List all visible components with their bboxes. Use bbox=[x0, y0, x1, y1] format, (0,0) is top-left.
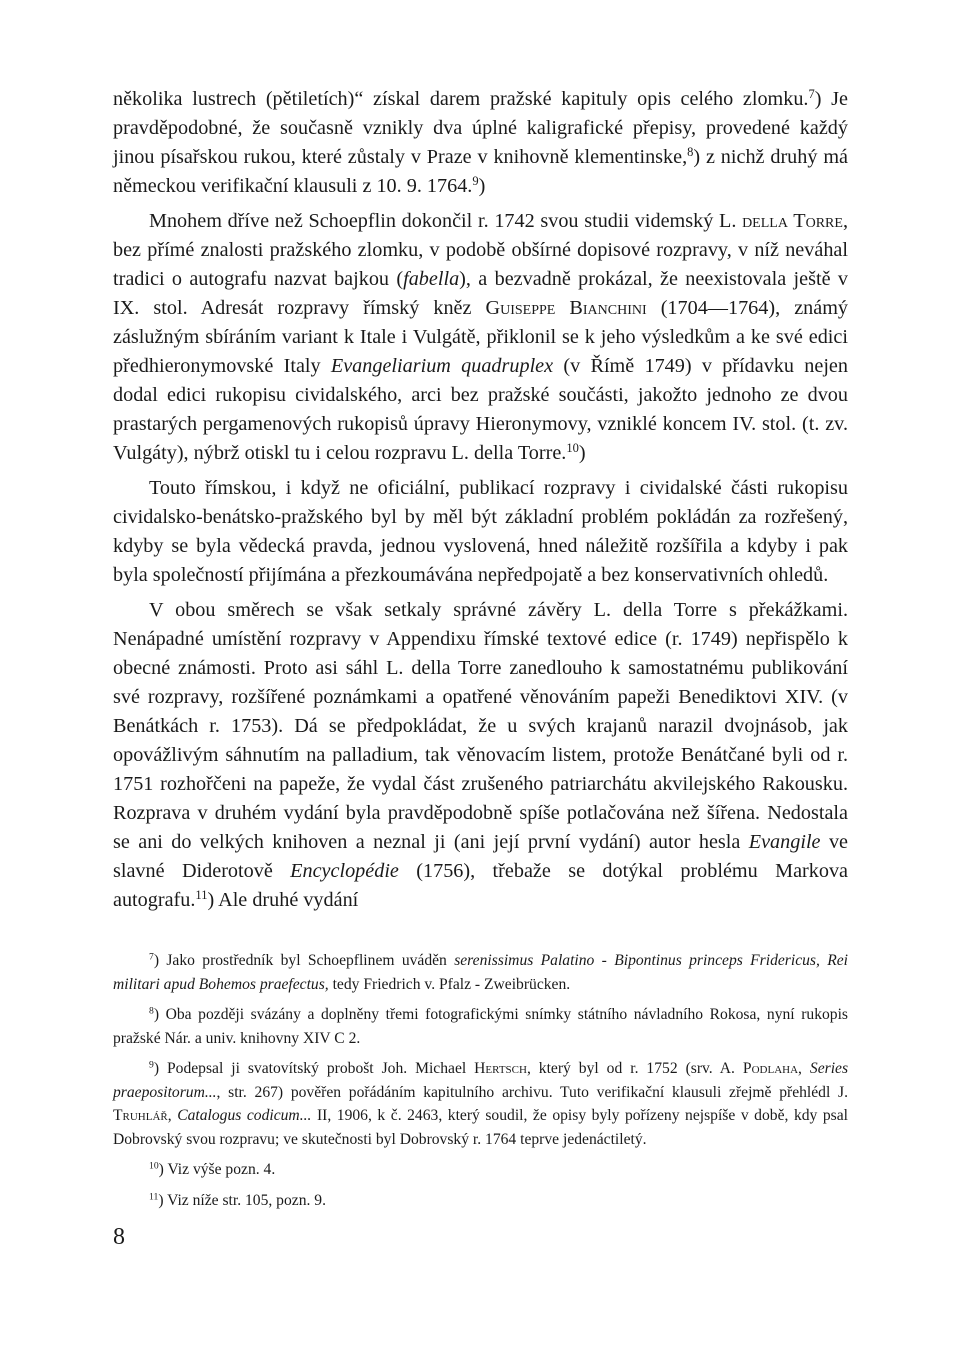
footnote bbox=[113, 1158, 848, 1182]
footnotes bbox=[113, 949, 848, 1212]
italic-text: Encyclopédie bbox=[290, 860, 399, 882]
text-run: ), a bezvadně prokázal, že neexistovala ještě v IX. stol. Adresát rozpravy římský kněz bbox=[113, 268, 848, 319]
paragraph bbox=[113, 207, 848, 468]
italic-text: Series praepositorum... bbox=[113, 1060, 849, 1101]
footnote-marker: 7 bbox=[808, 87, 815, 102]
text-run: ) Jako prostředník byl Schoepflinem uváděn bbox=[153, 952, 455, 969]
footnote-marker: 9 bbox=[472, 174, 479, 189]
footnote-marker: 11 bbox=[149, 1191, 159, 1203]
small-caps-name: Podlaha bbox=[742, 1060, 799, 1077]
text-run: II, 1906, k č. 2463, který soudil, že opisy byly pořízeny nejspíše v době, kdy psal Dobrovský svou rozpravu; ve skutečnosti byl Dobrovský r. 1764 teprve jedenáctiletý. bbox=[113, 1107, 849, 1148]
footnote-marker: 8 bbox=[687, 145, 694, 160]
text-run: ) Podepsal ji svatovítský probošt Joh. Michael bbox=[153, 1060, 475, 1077]
text-run: ) Viz níže str. 105, pozn. 9. bbox=[158, 1191, 326, 1209]
page-content bbox=[113, 85, 848, 1212]
text-run: Mnohem dříve než Schoepflin dokončil r. 1742 svou studii videmský L. bbox=[149, 210, 743, 232]
page-number: 8 bbox=[113, 1224, 125, 1250]
small-caps-name: Guiseppe Bianchini bbox=[485, 297, 647, 319]
text-run: (1704—1764), známý záslužným sbíráním variant k Itale i Vulgátě, přiklonil se k jeho výsledkům a ke své edici předhieronymovské Italy bbox=[113, 297, 849, 377]
footnote bbox=[113, 949, 848, 996]
italic-text: Evangeliarium quadruplex bbox=[330, 355, 554, 377]
footnote-marker: 9 bbox=[149, 1059, 154, 1071]
italic-text: Catalogus codicum... bbox=[177, 1107, 312, 1124]
text-run: ) z nichž druhý má německou verifikační klausuli z 10. 9. 1764. bbox=[113, 146, 848, 197]
text-run: ) Viz výše pozn. 4. bbox=[158, 1161, 276, 1178]
text-run: několika lustrech (pětiletích)“ získal darem pražské kapituly opis celého zlomku. bbox=[113, 88, 809, 110]
text-run: , který byl od r. 1752 (srv. A. bbox=[526, 1060, 743, 1077]
small-caps-name: Truhlář bbox=[113, 1107, 168, 1124]
text-run: V obou směrech se však setkaly správné závěry L. della Torre s překážkami. Nenápadné umístění rozpravy v Appendixu římské textové edice (r. 1749) nepřispělo k obecné známosti. Proto asi sáhl L. della Torre zanedlouho k samostatnému publikování své rozpravy, rozšířené poznámkami a opatřené věnováním papeži Benediktovi XIV. (v Benátkách r. 1753). Dá se předpokládat, že u svých krajanů narazil dvojnásob, jak opovážlivým sáhnutím na palladium, tak věnovacím listem, protože Benátčané byli od r. 1751 rozhořčeni na papeže, že vydal část zrušeného patriarchátu akvilejského Rakousku. Rozprava v druhém vydání byla pravděpodobně spíše potlačována než šířena. Nedostala se ani do velkých knihoven a neznal ji (ani její první vydání) autor hesla bbox=[113, 599, 848, 853]
footnote-marker: 8 bbox=[149, 1005, 154, 1017]
footnote-marker: 7 bbox=[149, 951, 154, 963]
text-run: , str. 267) pověřen pořádáním kapitulního archivu. Tuto verifikační klausuli zřejmě přehlédl J. bbox=[216, 1083, 848, 1101]
body-text bbox=[113, 85, 848, 915]
text-run: (v Římě 1749) v přídavku nejen dodal edici rukopisu cividalského, arci bez pražské součásti, jakožto jednoho ze dvou prastarých pergamenových rukopisů úpravy Hieronymovy, vzniklé koncem IV. stol. (t. zv. Vulgáty), nýbrž otiskl tu i celou rozpravu L. della Torre. bbox=[113, 355, 848, 464]
text-run: , bez přímé znalosti pražského zlomku, v podobě obšírné dopisové rozpravy, v níž neváhal tradici o autografu nazvat bajkou ( bbox=[113, 210, 848, 290]
footnote bbox=[113, 1003, 848, 1050]
text-run: ) bbox=[578, 442, 586, 464]
paragraph bbox=[113, 474, 848, 590]
text-run: Touto římskou, i když ne oficiální, publikací rozpravy i cividalské části rukopisu cividalsko-benátsko-pražského byl by měl být základní problém pokládán za rozřešený, kdyby se byla vědecká pravda, jednou vyslovená, hned náležitě rozšířila a kdyby i pak byla společností přijímána a přezkoumávána nepředpojatě a bez konservativních ohledů. bbox=[113, 477, 848, 586]
small-caps-name: della Torre bbox=[742, 210, 843, 232]
text-run: (1756), třebaže se dotýkal problému Markova autografu. bbox=[113, 860, 848, 911]
italic-text: serenissimus Palatino - Bipontinus princeps Fridericus, Rei militari apud Bohemos praefectus, bbox=[113, 952, 848, 993]
text-run: ) Oba později svázány a doplněny třemi fotografickými snímky státního návladního Rokosa, nyní rukopis pražské Nár. a univ. knihovny XIV C 2. bbox=[113, 1006, 848, 1047]
footnote bbox=[113, 1189, 848, 1213]
text-run: , bbox=[167, 1107, 178, 1124]
footnote bbox=[113, 1057, 848, 1151]
italic-text: Evangile bbox=[748, 831, 821, 853]
paragraph bbox=[113, 85, 848, 201]
italic-text: fabella bbox=[403, 268, 460, 290]
text-run: ve slavné Diderotově bbox=[113, 831, 848, 882]
paragraph bbox=[113, 596, 848, 915]
text-run: ) Je pravděpodobné, že současně vznikly dva úplné kaligrafické přepisy, provedené každý jinou písařskou rukou, které zůstaly v Praze v knihovně klementinske, bbox=[113, 88, 848, 168]
text-run: , bbox=[798, 1060, 810, 1077]
footnote-marker: 11 bbox=[195, 888, 208, 903]
text-run: ) bbox=[478, 175, 486, 197]
text-run: ) Ale druhé vydání bbox=[207, 889, 359, 911]
footnote-marker: 10 bbox=[149, 1160, 159, 1172]
text-run: tedy Friedrich v. Pfalz - Zweibrücken. bbox=[328, 975, 571, 993]
small-caps-name: Hertsch bbox=[474, 1060, 527, 1077]
footnote-marker: 10 bbox=[566, 441, 579, 456]
